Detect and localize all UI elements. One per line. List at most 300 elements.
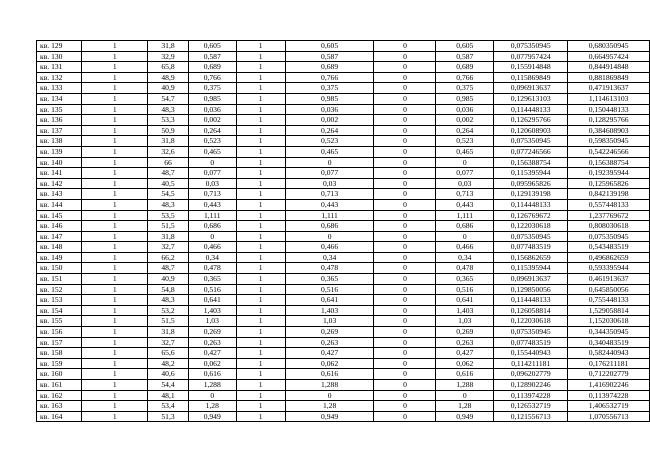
table-cell: 31,8 bbox=[148, 136, 189, 147]
table-cell: 0 bbox=[374, 411, 436, 422]
table-cell: 1,03 bbox=[188, 316, 236, 327]
table-cell: 0,587 bbox=[188, 51, 236, 62]
apartment-label-cell: кв. 148 bbox=[37, 242, 82, 253]
table-cell: 1 bbox=[82, 390, 148, 401]
table-cell: 0,641 bbox=[188, 295, 236, 306]
table-body bbox=[37, 41, 650, 422]
table-cell: 31,8 bbox=[148, 231, 189, 242]
apartment-label-cell: кв. 147 bbox=[37, 231, 82, 242]
table-cell: 0,062 bbox=[285, 358, 374, 369]
table-cell: 48,2 bbox=[148, 358, 189, 369]
table-cell: 0,264 bbox=[436, 125, 494, 136]
table-cell: 1,111 bbox=[188, 210, 236, 221]
table-cell: 1 bbox=[82, 411, 148, 422]
table-cell: 0,128902246 bbox=[494, 380, 568, 391]
table-cell: 0,126769672 bbox=[494, 210, 568, 221]
table-cell: 1 bbox=[82, 348, 148, 359]
apartment-label-cell: кв. 130 bbox=[37, 51, 82, 62]
table-cell: 1 bbox=[236, 263, 285, 274]
table-cell: 48,3 bbox=[148, 199, 189, 210]
table-cell: 0 bbox=[374, 168, 436, 179]
table-row bbox=[37, 390, 650, 401]
table-row bbox=[37, 252, 650, 263]
table-cell: 0 bbox=[374, 380, 436, 391]
apartment-label-cell: кв. 142 bbox=[37, 178, 82, 189]
table-cell: 1 bbox=[82, 369, 148, 380]
table-cell: 1 bbox=[236, 252, 285, 263]
table-cell: 0,461913637 bbox=[568, 274, 650, 285]
table-cell: 0,523 bbox=[188, 136, 236, 147]
table-cell: 0 bbox=[374, 274, 436, 285]
table-cell: 0 bbox=[374, 263, 436, 274]
table-cell: 0,121556713 bbox=[494, 411, 568, 422]
apartment-label-cell: кв. 136 bbox=[37, 115, 82, 126]
apartment-label-cell: кв. 151 bbox=[37, 274, 82, 285]
table-cell: 1 bbox=[236, 369, 285, 380]
apartment-label-cell: кв. 141 bbox=[37, 168, 82, 179]
table-cell: 0 bbox=[188, 157, 236, 168]
table-cell: 0,842139198 bbox=[568, 189, 650, 200]
table-cell: 53,5 bbox=[148, 210, 189, 221]
table-cell: 1 bbox=[236, 72, 285, 83]
table-cell: 0,641 bbox=[285, 295, 374, 306]
table-cell: 0,077957424 bbox=[494, 51, 568, 62]
table-cell: 0,077 bbox=[436, 168, 494, 179]
table-cell: 0,478 bbox=[188, 263, 236, 274]
apartment-label-cell: кв. 155 bbox=[37, 316, 82, 327]
table-row bbox=[37, 136, 650, 147]
table-cell: 1 bbox=[82, 83, 148, 94]
table-cell: 0,03 bbox=[285, 178, 374, 189]
table-cell: 0,686 bbox=[436, 221, 494, 232]
table-cell: 54,7 bbox=[148, 93, 189, 104]
table-cell: 1 bbox=[82, 284, 148, 295]
table-cell: 0 bbox=[374, 72, 436, 83]
table-cell: 65,8 bbox=[148, 62, 189, 73]
table-cell: 1 bbox=[82, 199, 148, 210]
table-cell: 1,288 bbox=[188, 380, 236, 391]
table-cell: 0,129139198 bbox=[494, 189, 568, 200]
table-cell: 0,150448133 bbox=[568, 104, 650, 115]
table-cell: 0,443 bbox=[436, 199, 494, 210]
table-cell: 66,2 bbox=[148, 252, 189, 263]
table-row bbox=[37, 146, 650, 157]
table-cell: 1 bbox=[236, 242, 285, 253]
table-cell: 1 bbox=[236, 83, 285, 94]
table-cell: 1 bbox=[236, 295, 285, 306]
table-cell: 1 bbox=[82, 51, 148, 62]
table-cell: 0,156388754 bbox=[494, 157, 568, 168]
table-row bbox=[37, 189, 650, 200]
table-cell: 1 bbox=[236, 348, 285, 359]
table-cell: 1 bbox=[82, 327, 148, 338]
table-cell: 0,120608903 bbox=[494, 125, 568, 136]
table-cell: 31,8 bbox=[148, 327, 189, 338]
table-cell: 0 bbox=[374, 358, 436, 369]
apartment-label-cell: кв. 150 bbox=[37, 263, 82, 274]
table-cell: 0,384608903 bbox=[568, 125, 650, 136]
table-cell: 0 bbox=[374, 157, 436, 168]
table-cell: 1 bbox=[236, 51, 285, 62]
apartment-data-table bbox=[36, 40, 650, 422]
table-cell: 1 bbox=[82, 157, 148, 168]
table-row bbox=[37, 316, 650, 327]
table-cell: 0,465 bbox=[436, 146, 494, 157]
table-cell: 1 bbox=[82, 178, 148, 189]
table-row bbox=[37, 125, 650, 136]
table-cell: 0,126058814 bbox=[494, 305, 568, 316]
table-row bbox=[37, 242, 650, 253]
table-cell: 0,766 bbox=[188, 72, 236, 83]
table-cell: 0,808030618 bbox=[568, 221, 650, 232]
table-cell: 0,002 bbox=[188, 115, 236, 126]
table-cell: 48,7 bbox=[148, 263, 189, 274]
table-cell: 1 bbox=[82, 358, 148, 369]
table-cell: 0,036 bbox=[436, 104, 494, 115]
table-cell: 1,03 bbox=[436, 316, 494, 327]
table-cell: 0,641 bbox=[436, 295, 494, 306]
table-cell: 1 bbox=[236, 411, 285, 422]
table-cell: 0,34 bbox=[436, 252, 494, 263]
table-cell: 0 bbox=[374, 348, 436, 359]
table-cell: 0,616 bbox=[188, 369, 236, 380]
table-cell: 0,115869849 bbox=[494, 72, 568, 83]
table-cell: 1 bbox=[82, 136, 148, 147]
table-cell: 1 bbox=[82, 252, 148, 263]
table-cell: 0 bbox=[188, 231, 236, 242]
table-row bbox=[37, 168, 650, 179]
table-cell: 0 bbox=[374, 242, 436, 253]
table-cell: 0,264 bbox=[188, 125, 236, 136]
table-cell: 0,077 bbox=[188, 168, 236, 179]
table-cell: 1 bbox=[236, 178, 285, 189]
apartment-label-cell: кв. 132 bbox=[37, 72, 82, 83]
table-cell: 0,075350945 bbox=[494, 231, 568, 242]
table-cell: 0,949 bbox=[436, 411, 494, 422]
table-cell: 0,114211181 bbox=[494, 358, 568, 369]
table-cell: 53,2 bbox=[148, 305, 189, 316]
table-cell: 0,443 bbox=[188, 199, 236, 210]
table-cell: 1 bbox=[236, 221, 285, 232]
table-cell: 0,122030618 bbox=[494, 221, 568, 232]
table-cell: 1,288 bbox=[285, 380, 374, 391]
apartment-label-cell: кв. 129 bbox=[37, 41, 82, 52]
table-cell: 0,664957424 bbox=[568, 51, 650, 62]
table-row bbox=[37, 41, 650, 52]
table-cell: 0 bbox=[374, 125, 436, 136]
table-cell: 0,365 bbox=[436, 274, 494, 285]
table-cell: 1 bbox=[236, 284, 285, 295]
table-cell: 0,712202779 bbox=[568, 369, 650, 380]
table-cell: 0,427 bbox=[188, 348, 236, 359]
table-cell: 0,478 bbox=[285, 263, 374, 274]
table-cell: 0,269 bbox=[188, 327, 236, 338]
table-cell: 0,269 bbox=[285, 327, 374, 338]
table-cell: 1 bbox=[236, 390, 285, 401]
table-cell: 0,375 bbox=[188, 83, 236, 94]
table-cell: 1 bbox=[236, 62, 285, 73]
apartment-label-cell: кв. 145 bbox=[37, 210, 82, 221]
table-cell: 0,516 bbox=[285, 284, 374, 295]
table-cell: 0,844914848 bbox=[568, 62, 650, 73]
table-cell: 1,03 bbox=[285, 316, 374, 327]
table-cell: 1 bbox=[236, 401, 285, 412]
table-cell: 0,075350945 bbox=[494, 136, 568, 147]
table-cell: 1 bbox=[236, 157, 285, 168]
table-cell: 0,516 bbox=[188, 284, 236, 295]
table-cell: 0,949 bbox=[188, 411, 236, 422]
table-cell: 0,713 bbox=[285, 189, 374, 200]
table-cell: 0,605 bbox=[285, 41, 374, 52]
table-row bbox=[37, 62, 650, 73]
table-cell: 0,344350945 bbox=[568, 327, 650, 338]
table-row bbox=[37, 93, 650, 104]
table-cell: 1 bbox=[82, 189, 148, 200]
table-cell: 1,406532719 bbox=[568, 401, 650, 412]
apartment-label-cell: кв. 156 bbox=[37, 327, 82, 338]
table-cell: 0,365 bbox=[188, 274, 236, 285]
table-cell: 0 bbox=[436, 231, 494, 242]
table-cell: 0 bbox=[374, 178, 436, 189]
table-cell: 1 bbox=[82, 210, 148, 221]
table-cell: 40,9 bbox=[148, 274, 189, 285]
table-cell: 0,075350945 bbox=[494, 327, 568, 338]
table-cell: 0,263 bbox=[285, 337, 374, 348]
table-cell: 1,114613103 bbox=[568, 93, 650, 104]
table-cell: 0,766 bbox=[436, 72, 494, 83]
table-cell: 1 bbox=[236, 168, 285, 179]
table-cell: 0,114448133 bbox=[494, 199, 568, 210]
table-cell: 0,605 bbox=[188, 41, 236, 52]
table-cell: 0,156862659 bbox=[494, 252, 568, 263]
table-cell: 1 bbox=[82, 93, 148, 104]
apartment-label-cell: кв. 137 bbox=[37, 125, 82, 136]
table-cell: 1,28 bbox=[436, 401, 494, 412]
table-cell: 1 bbox=[82, 72, 148, 83]
table-cell: 1,529058814 bbox=[568, 305, 650, 316]
table-cell: 0,616 bbox=[436, 369, 494, 380]
table-cell: 0,466 bbox=[188, 242, 236, 253]
table-cell: 48,3 bbox=[148, 295, 189, 306]
table-cell: 0,095965826 bbox=[494, 178, 568, 189]
table-cell: 0 bbox=[374, 146, 436, 157]
table-cell: 1,152030618 bbox=[568, 316, 650, 327]
apartment-label-cell: кв. 157 bbox=[37, 337, 82, 348]
apartment-label-cell: кв. 140 bbox=[37, 157, 82, 168]
table-cell: 1 bbox=[236, 115, 285, 126]
table-cell: 40,9 bbox=[148, 83, 189, 94]
table-cell: 1,403 bbox=[436, 305, 494, 316]
table-cell: 0,264 bbox=[285, 125, 374, 136]
table-cell: 0 bbox=[374, 284, 436, 295]
apartment-label-cell: кв. 134 bbox=[37, 93, 82, 104]
table-cell: 1 bbox=[236, 380, 285, 391]
table-row bbox=[37, 199, 650, 210]
table-cell: 53,4 bbox=[148, 401, 189, 412]
apartment-label-cell: кв. 153 bbox=[37, 295, 82, 306]
apartment-label-cell: кв. 160 bbox=[37, 369, 82, 380]
table-cell: 1,288 bbox=[436, 380, 494, 391]
table-cell: 0,115395944 bbox=[494, 168, 568, 179]
table-cell: 0 bbox=[374, 221, 436, 232]
table-cell: 48,9 bbox=[148, 72, 189, 83]
table-cell: 1 bbox=[236, 337, 285, 348]
table-cell: 0,587 bbox=[436, 51, 494, 62]
table-cell: 0 bbox=[374, 316, 436, 327]
table-cell: 1 bbox=[236, 125, 285, 136]
table-row bbox=[37, 104, 650, 115]
table-row bbox=[37, 210, 650, 221]
table-row bbox=[37, 369, 650, 380]
table-cell: 1 bbox=[82, 115, 148, 126]
table-cell: 0,543483519 bbox=[568, 242, 650, 253]
table-cell: 0,075350945 bbox=[568, 231, 650, 242]
table-cell: 0,126532719 bbox=[494, 401, 568, 412]
table-cell: 0,155440943 bbox=[494, 348, 568, 359]
table-cell: 31,8 bbox=[148, 41, 189, 52]
table-cell: 0,523 bbox=[436, 136, 494, 147]
table-cell: 1,237769672 bbox=[568, 210, 650, 221]
table-cell: 1 bbox=[236, 231, 285, 242]
apartment-label-cell: кв. 144 bbox=[37, 199, 82, 210]
table-row bbox=[37, 411, 650, 422]
table-cell: 1 bbox=[82, 168, 148, 179]
table-cell: 0,686 bbox=[285, 221, 374, 232]
table-cell: 1 bbox=[236, 41, 285, 52]
table-row bbox=[37, 380, 650, 391]
table-cell: 1,28 bbox=[285, 401, 374, 412]
apartment-label-cell: кв. 143 bbox=[37, 189, 82, 200]
table-cell: 0,002 bbox=[436, 115, 494, 126]
table-cell: 0,713 bbox=[436, 189, 494, 200]
table-row bbox=[37, 157, 650, 168]
table-cell: 1 bbox=[82, 274, 148, 285]
table-row bbox=[37, 401, 650, 412]
table-cell: 0 bbox=[374, 210, 436, 221]
table-cell: 1 bbox=[82, 242, 148, 253]
table-cell: 0,465 bbox=[285, 146, 374, 157]
apartment-label-cell: кв. 135 bbox=[37, 104, 82, 115]
table-cell: 1 bbox=[82, 104, 148, 115]
table-cell: 1 bbox=[236, 327, 285, 338]
apartment-label-cell: кв. 133 bbox=[37, 83, 82, 94]
apartment-label-cell: кв. 149 bbox=[37, 252, 82, 263]
table-cell: 0,340483519 bbox=[568, 337, 650, 348]
table-row bbox=[37, 295, 650, 306]
table-cell: 1,070556713 bbox=[568, 411, 650, 422]
table-cell: 0,077483519 bbox=[494, 337, 568, 348]
table-cell: 0,269 bbox=[436, 327, 494, 338]
table-cell: 0 bbox=[374, 41, 436, 52]
table-cell: 0,113974228 bbox=[494, 390, 568, 401]
apartment-label-cell: кв. 152 bbox=[37, 284, 82, 295]
table-cell: 0,036 bbox=[285, 104, 374, 115]
table-cell: 1,28 bbox=[188, 401, 236, 412]
table-cell: 0 bbox=[374, 295, 436, 306]
table-cell: 0,114448133 bbox=[494, 295, 568, 306]
table-cell: 0 bbox=[374, 327, 436, 338]
table-cell: 0,985 bbox=[285, 93, 374, 104]
apartment-label-cell: кв. 158 bbox=[37, 348, 82, 359]
apartment-label-cell: кв. 164 bbox=[37, 411, 82, 422]
table-cell: 0,985 bbox=[188, 93, 236, 104]
table-cell: 0,542246566 bbox=[568, 146, 650, 157]
table-cell: 0,471913637 bbox=[568, 83, 650, 94]
table-row bbox=[37, 83, 650, 94]
table-row bbox=[37, 263, 650, 274]
table-cell: 1 bbox=[82, 146, 148, 157]
table-cell: 48,7 bbox=[148, 168, 189, 179]
table-cell: 0 bbox=[436, 157, 494, 168]
table-cell: 0,557448133 bbox=[568, 199, 650, 210]
table-cell: 0,689 bbox=[188, 62, 236, 73]
table-cell: 0,516 bbox=[436, 284, 494, 295]
table-cell: 0,766 bbox=[285, 72, 374, 83]
table-cell: 54,8 bbox=[148, 284, 189, 295]
table-cell: 0,036 bbox=[188, 104, 236, 115]
apartment-label-cell: кв. 146 bbox=[37, 221, 82, 232]
table-cell: 50,9 bbox=[148, 125, 189, 136]
apartment-label-cell: кв. 162 bbox=[37, 390, 82, 401]
apartment-label-cell: кв. 161 bbox=[37, 380, 82, 391]
apartment-label-cell: кв. 138 bbox=[37, 136, 82, 147]
table-cell: 0,713 bbox=[188, 189, 236, 200]
table-row bbox=[37, 348, 650, 359]
table-cell: 1 bbox=[82, 295, 148, 306]
table-cell: 1 bbox=[82, 62, 148, 73]
table-cell: 0 bbox=[374, 83, 436, 94]
table-cell: 40,5 bbox=[148, 178, 189, 189]
table-cell: 0,03 bbox=[436, 178, 494, 189]
table-cell: 0 bbox=[374, 231, 436, 242]
table-cell: 1 bbox=[82, 221, 148, 232]
table-cell: 1 bbox=[236, 316, 285, 327]
table-cell: 0 bbox=[374, 51, 436, 62]
table-cell: 0,465 bbox=[188, 146, 236, 157]
table-cell: 0,365 bbox=[285, 274, 374, 285]
table-cell: 0,113974228 bbox=[568, 390, 650, 401]
table-cell: 1 bbox=[236, 199, 285, 210]
table-cell: 0,985 bbox=[436, 93, 494, 104]
table-cell: 40,6 bbox=[148, 369, 189, 380]
table-cell: 0,949 bbox=[285, 411, 374, 422]
table-cell: 0,156388754 bbox=[568, 157, 650, 168]
table-cell: 1 bbox=[236, 93, 285, 104]
table-row bbox=[37, 327, 650, 338]
table-cell: 1,416902246 bbox=[568, 380, 650, 391]
table-row bbox=[37, 221, 650, 232]
table-cell: 54,4 bbox=[148, 380, 189, 391]
table-cell: 0 bbox=[285, 390, 374, 401]
table-cell: 1 bbox=[82, 125, 148, 136]
table-cell: 0,689 bbox=[436, 62, 494, 73]
table-cell: 0,593395944 bbox=[568, 263, 650, 274]
table-cell: 53,3 bbox=[148, 115, 189, 126]
table-cell: 1 bbox=[82, 231, 148, 242]
table-cell: 0,176211181 bbox=[568, 358, 650, 369]
table-cell: 0 bbox=[374, 252, 436, 263]
table-cell: 66 bbox=[148, 157, 189, 168]
table-cell: 0 bbox=[374, 136, 436, 147]
table-row bbox=[37, 284, 650, 295]
table-cell: 0,122030618 bbox=[494, 316, 568, 327]
table-cell: 0 bbox=[188, 390, 236, 401]
apartment-label-cell: кв. 163 bbox=[37, 401, 82, 412]
table-cell: 0 bbox=[374, 189, 436, 200]
table-cell: 0,096913637 bbox=[494, 274, 568, 285]
table-cell: 0 bbox=[374, 305, 436, 316]
table-row bbox=[37, 51, 650, 62]
